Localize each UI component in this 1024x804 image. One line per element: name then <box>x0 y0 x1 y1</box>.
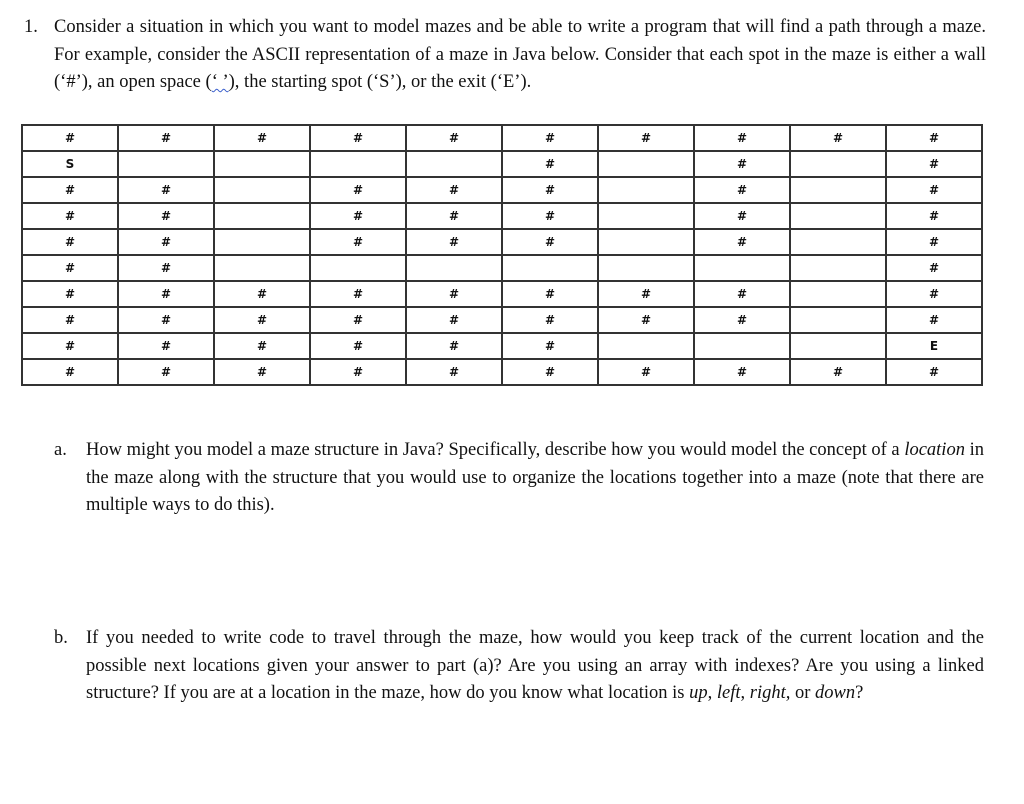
maze-wall-cell: # <box>694 177 790 203</box>
part-b-text <box>86 625 984 708</box>
maze-wall-cell: # <box>118 359 214 385</box>
maze-wall-cell: # <box>310 359 406 385</box>
part-b-text-1: If you needed to write code to travel through the maze, how would you keep track of the current location and the possible next locations given your answer to part (a)? Are you using an array with indexes? Are you using a linked structure? If you are at a location in the maze, how do you know what location is <box>86 628 984 703</box>
maze-wall-cell: # <box>22 255 118 281</box>
maze-open-cell <box>214 203 310 229</box>
maze-wall-cell: # <box>886 177 982 203</box>
maze-row <box>22 359 982 385</box>
maze-wall-cell: # <box>694 203 790 229</box>
maze-wall-cell: # <box>694 307 790 333</box>
maze-wall-cell: # <box>790 125 886 151</box>
maze-wall-cell: # <box>118 255 214 281</box>
maze-wall-cell: # <box>502 307 598 333</box>
maze-open-cell <box>694 255 790 281</box>
maze-wall-cell: # <box>598 307 694 333</box>
maze-wall-cell: # <box>886 125 982 151</box>
maze-wall-cell: # <box>22 281 118 307</box>
maze-row <box>22 203 982 229</box>
maze-row <box>22 177 982 203</box>
maze-wall-cell: # <box>118 125 214 151</box>
question-text-end: ), the starting spot (‘S’), or the exit (‘E’). <box>228 72 532 92</box>
maze-wall-cell: # <box>310 229 406 255</box>
maze-wall-cell: # <box>22 333 118 359</box>
maze-wall-cell: # <box>118 333 214 359</box>
maze-row <box>22 229 982 255</box>
question-number: 1. <box>24 17 38 37</box>
maze-row <box>22 125 982 151</box>
maze-wall-cell: # <box>118 177 214 203</box>
maze-wall-cell: # <box>214 281 310 307</box>
maze-open-cell <box>790 203 886 229</box>
maze-open-cell <box>790 281 886 307</box>
maze-wall-cell: # <box>310 203 406 229</box>
maze-wall-cell: # <box>406 125 502 151</box>
maze-wall-cell: # <box>886 255 982 281</box>
part-a-italic: location <box>904 440 965 460</box>
maze-wall-cell: # <box>406 281 502 307</box>
open-space-symbol: ‘ ’ <box>211 72 229 92</box>
maze-open-cell <box>790 177 886 203</box>
maze-wall-cell: # <box>310 281 406 307</box>
part-b-sep: or <box>790 683 816 703</box>
maze-open-cell <box>790 255 886 281</box>
part-b-sep: , <box>707 683 717 703</box>
maze-wall-cell: # <box>22 307 118 333</box>
maze-wall-cell: # <box>502 151 598 177</box>
maze-wall-cell: # <box>406 307 502 333</box>
maze-open-cell <box>502 255 598 281</box>
maze-open-cell <box>598 203 694 229</box>
maze-wall-cell: # <box>406 333 502 359</box>
maze-wall-cell: # <box>886 359 982 385</box>
maze-wall-cell: # <box>214 359 310 385</box>
part-b-end: ? <box>855 683 864 703</box>
maze-open-cell <box>118 151 214 177</box>
part-b-label: b. <box>54 628 68 648</box>
maze-wall-cell: # <box>310 307 406 333</box>
maze-open-cell <box>214 255 310 281</box>
maze-wall-cell: # <box>310 125 406 151</box>
maze-open-cell <box>598 255 694 281</box>
part-b-sep: , <box>740 683 750 703</box>
maze-wall-cell: # <box>502 203 598 229</box>
part-b-italic-up: up <box>689 683 708 703</box>
maze-open-cell <box>694 333 790 359</box>
maze-wall-cell: # <box>502 281 598 307</box>
maze-open-cell <box>214 177 310 203</box>
question-1 <box>24 14 986 97</box>
part-b <box>54 625 984 708</box>
part-b-italic-down: down <box>815 683 856 703</box>
maze-open-cell <box>598 229 694 255</box>
maze-open-cell <box>598 151 694 177</box>
maze-start-cell: S <box>22 151 118 177</box>
part-a-text <box>86 437 984 520</box>
maze-row <box>22 333 982 359</box>
maze-wall-cell: # <box>118 203 214 229</box>
part-a-label: a. <box>54 440 67 460</box>
maze-wall-cell: # <box>598 125 694 151</box>
maze-wall-cell: # <box>22 229 118 255</box>
maze-wall-cell: # <box>886 307 982 333</box>
maze-wall-cell: # <box>886 229 982 255</box>
maze-open-cell <box>598 177 694 203</box>
maze-open-cell <box>790 151 886 177</box>
part-a-text-2: in the maze along with the structure that you would use to organize the locations together into a maze (note that there are multiple ways to do this). <box>86 440 985 515</box>
maze-wall-cell: # <box>502 359 598 385</box>
maze-wall-cell: # <box>694 359 790 385</box>
maze-exit-cell: E <box>886 333 982 359</box>
maze-wall-cell: # <box>406 229 502 255</box>
maze-open-cell <box>790 307 886 333</box>
maze-wall-cell: # <box>22 177 118 203</box>
maze-wall-cell: # <box>118 281 214 307</box>
maze-wall-cell: # <box>694 229 790 255</box>
maze-open-cell <box>790 229 886 255</box>
maze-wall-cell: # <box>406 203 502 229</box>
maze-wall-cell: # <box>502 333 598 359</box>
maze-open-cell <box>214 151 310 177</box>
maze-wall-cell: # <box>502 125 598 151</box>
maze-wall-cell: # <box>118 229 214 255</box>
maze-wall-cell: # <box>502 177 598 203</box>
maze-wall-cell: # <box>886 151 982 177</box>
maze-row <box>22 255 982 281</box>
maze-open-cell <box>406 151 502 177</box>
maze-wall-cell: # <box>694 125 790 151</box>
maze-wall-cell: # <box>214 307 310 333</box>
maze-wall-cell: # <box>118 307 214 333</box>
maze-wall-cell: # <box>22 125 118 151</box>
maze-row <box>22 151 982 177</box>
maze-row <box>22 281 982 307</box>
maze-wall-cell: # <box>694 281 790 307</box>
maze-wall-cell: # <box>214 125 310 151</box>
part-b-italic-right: right, <box>749 683 791 703</box>
maze-open-cell <box>214 229 310 255</box>
part-a <box>54 437 984 520</box>
maze-wall-cell: # <box>886 281 982 307</box>
maze-wall-cell: # <box>310 333 406 359</box>
part-a-text-1: How might you model a maze structure in Java? Specifically, describe how you would model the concept of a <box>86 440 905 460</box>
maze-wall-cell: # <box>790 359 886 385</box>
maze-wall-cell: # <box>886 203 982 229</box>
maze-wall-cell: # <box>598 281 694 307</box>
maze-open-cell <box>790 333 886 359</box>
maze-wall-cell: # <box>310 177 406 203</box>
maze-open-cell <box>310 151 406 177</box>
maze-wall-cell: # <box>22 359 118 385</box>
maze-table <box>21 124 983 386</box>
maze-wall-cell: # <box>406 177 502 203</box>
question-text <box>54 14 986 97</box>
maze-wall-cell: # <box>598 359 694 385</box>
part-b-italic-left: left <box>716 683 741 703</box>
maze-wall-cell: # <box>406 359 502 385</box>
maze-wall-cell: # <box>502 229 598 255</box>
maze-open-cell <box>598 333 694 359</box>
maze-wall-cell: # <box>694 151 790 177</box>
maze-wall-cell: # <box>22 203 118 229</box>
question-text-start: Consider a situation in which you want to model mazes and be able to write a program that will find a path through a maze. For example, consider the ASCII representation of a maze in Java below. Consider that each spot in the maze is either a wall (‘#’), an open space ( <box>54 17 986 92</box>
maze-row <box>22 307 982 333</box>
maze-wall-cell: # <box>214 333 310 359</box>
maze-open-cell <box>406 255 502 281</box>
maze-open-cell <box>310 255 406 281</box>
